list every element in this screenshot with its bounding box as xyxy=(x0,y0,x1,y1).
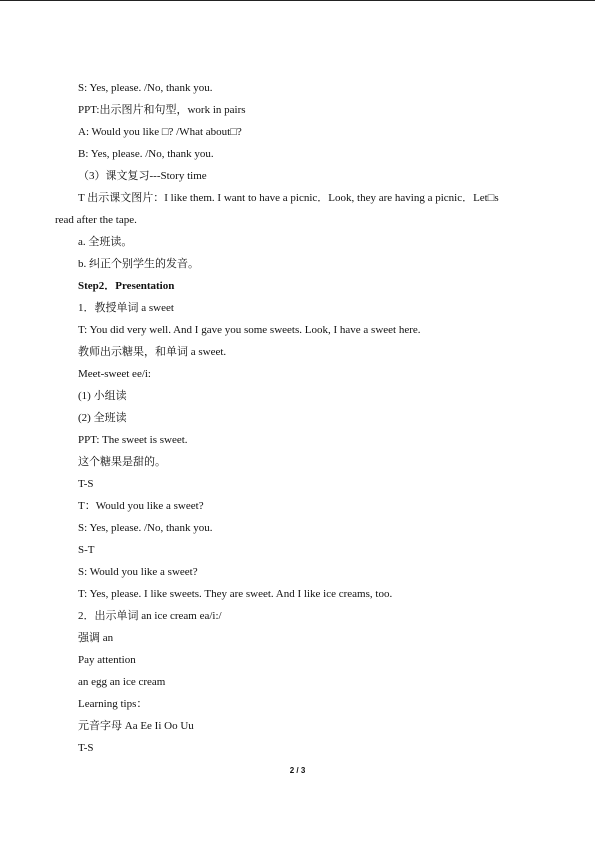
text-line: A: Would you like □? /What about□? xyxy=(78,126,242,138)
page-number: 2 / 3 xyxy=(289,766,306,775)
text-line: 元音字母 Aa Ee Ii Oo Uu xyxy=(78,720,194,732)
text-line: B: Yes, please. /No, thank you. xyxy=(78,148,214,160)
text-line: (2) 全班读 xyxy=(78,412,127,424)
text-line: Learning tips： xyxy=(78,698,148,710)
text-line: （3）课文复习---Story time xyxy=(78,170,207,182)
text-line: a. 全班读。 xyxy=(78,236,133,248)
text-line: T-S xyxy=(78,478,94,490)
text-line: (1) 小组读 xyxy=(78,390,127,402)
text-line: T: You did very well. And I gave you some sweets. Look, I have a sweet here. xyxy=(78,324,421,336)
text-line: 强调 an xyxy=(78,632,114,644)
text-line: 这个糖果是甜的。 xyxy=(78,456,166,468)
text-line: b. 纠正个别学生的发音。 xyxy=(78,258,199,270)
text-line: Pay attention xyxy=(78,654,136,666)
text-line: T 出示课文图片：I like them. I want to have a picnic．Look, they are having a picnic．Let□s xyxy=(78,192,499,204)
text-line: PPT:出示图片和句型，work in pairs xyxy=(78,104,246,116)
text-line: an egg an ice cream xyxy=(78,676,166,688)
section-heading: Step2．Presentation xyxy=(78,280,175,292)
text-line: PPT: The sweet is sweet. xyxy=(78,434,188,446)
text-line: 2．出示单词 an ice cream ea/i:/ xyxy=(78,610,222,622)
text-line: T：Would you like a sweet? xyxy=(78,500,204,512)
text-line: S: Yes, please. /No, thank you. xyxy=(78,82,213,94)
text-line: S: Would you like a sweet? xyxy=(78,566,198,578)
text-line: read after the tape. xyxy=(55,214,137,226)
text-line: T-S xyxy=(78,742,94,754)
text-line: 1．教授单词 a sweet xyxy=(78,302,174,314)
text-line: Meet-sweet ee/i: xyxy=(78,368,151,380)
text-line: S: Yes, please. /No, thank you. xyxy=(78,522,213,534)
text-line: 教师出示糖果，和单词 a sweet. xyxy=(78,346,227,358)
text-line: T: Yes, please. I like sweets. They are sweet. And I like ice creams, too. xyxy=(78,588,393,600)
text-line: S-T xyxy=(78,544,95,556)
